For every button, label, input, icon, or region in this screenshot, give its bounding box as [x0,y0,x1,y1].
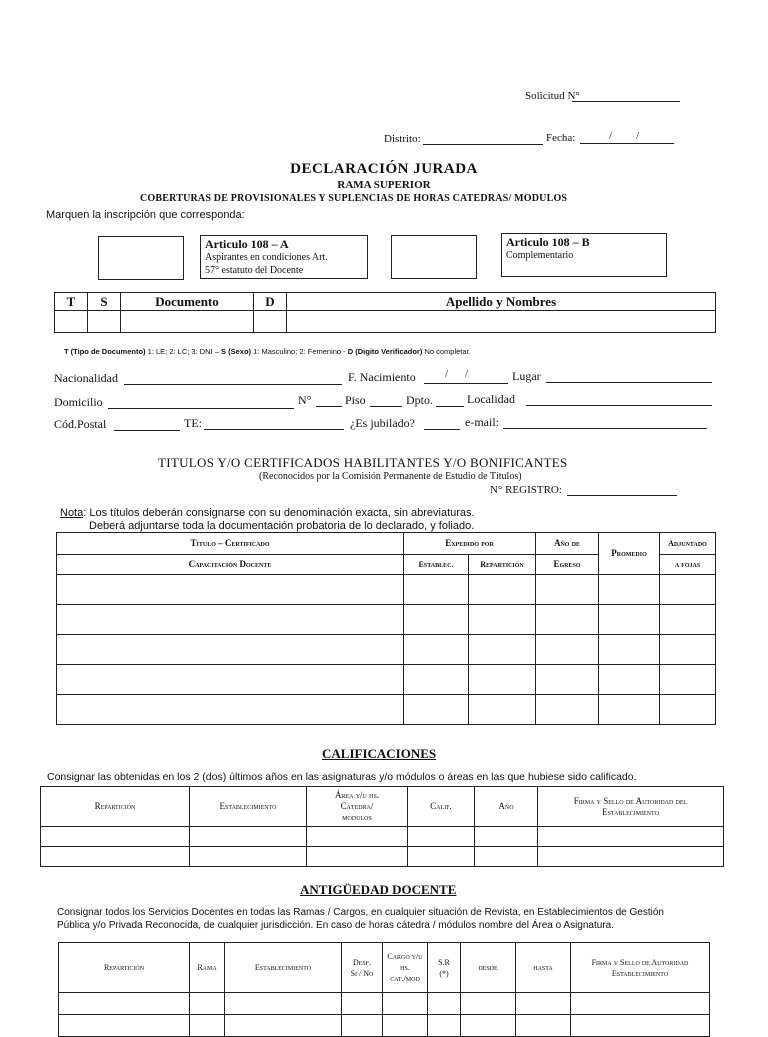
calif-col-area-3: modulos [342,812,372,822]
cell[interactable] [383,1015,428,1037]
domicilio-field[interactable] [108,408,294,409]
te-label: TE: [184,416,202,430]
distrito-label: Distrito: [384,133,421,145]
cell[interactable] [660,665,716,695]
inscription-prompt: Marquen la inscripción que corresponda: [46,209,245,221]
cell[interactable] [428,1015,461,1037]
ant-col-reparticion: Repartición [59,943,190,993]
ant-col-sr-1: S.R [438,957,450,967]
cell[interactable] [57,605,404,635]
f-nacimiento-sep-1: / [445,368,449,380]
cell[interactable] [307,847,408,867]
lugar-field[interactable] [546,382,712,383]
cell[interactable] [536,695,599,725]
option-b-title: Articulo 108 – B [506,235,590,249]
numero-field[interactable] [316,406,342,407]
id-field-documento[interactable] [121,311,254,333]
col-adjuntado-1: Adjuntado [660,533,716,555]
cod-postal-label: Cód.Postal [54,417,107,431]
cell[interactable] [404,635,469,665]
antiguedad-table [58,942,710,1037]
solicitud-label: Solicitud N° [525,90,580,102]
nota-text-1: : Los títulos deberán consignarse con su denominación exacta, sin abreviaturas. [83,507,475,519]
nota-label: Nota [60,507,84,519]
jubilado-label: ¿Es jubilado? [350,416,415,430]
cell[interactable] [599,575,660,605]
legend-d: D (Digito Verificador) [347,347,423,356]
option-a-checkbox[interactable] [98,236,184,280]
table-row [57,575,716,605]
table-row [41,827,724,847]
table-row [41,847,724,867]
cell[interactable] [404,575,469,605]
jubilado-field[interactable] [424,429,460,430]
calificaciones-intro: Consignar las obtenidas en los 2 (dos) últimos años en las asignaturas y/o módulos o áreas en las que hubiese sido calificado. [47,771,637,783]
cell[interactable] [469,605,536,635]
calif-col-firma [538,787,724,827]
ant-col-desf [342,943,383,993]
dpto-label: Dpto. [406,393,433,407]
lugar-label: Lugar [512,369,541,383]
legend-s: S (Sexo) [221,347,252,356]
ant-col-desf-2: Si / No [350,968,374,978]
cell[interactable] [599,665,660,695]
ant-col-desde: desde [461,943,516,993]
cell[interactable] [475,827,538,847]
titulos-heading: TITULOS Y/O CERTIFICADOS HABILITANTES Y/O BONIFICANTES [158,455,568,470]
table-row [59,993,710,1015]
cell[interactable] [469,695,536,725]
id-col-s: S [88,293,121,311]
cell[interactable] [57,635,404,665]
cell[interactable] [536,665,599,695]
cell[interactable] [599,605,660,635]
legend-d-values: No completar. [424,347,471,356]
option-a-line1: Aspirantes en condiciones Art. [205,252,328,263]
cell[interactable] [190,993,225,1015]
calif-col-area-2: Cátedra/ [340,801,374,811]
localidad-label: Localidad [467,392,515,406]
cell[interactable] [342,1015,383,1037]
option-b-line1: Complementario [506,250,574,261]
cell[interactable] [475,847,538,867]
localidad-field[interactable] [526,405,712,406]
page-subtitle: RAMA SUPERIOR [337,179,431,191]
cell[interactable] [59,1015,190,1037]
fecha-sep-2: / [636,130,640,142]
email-field[interactable] [503,428,707,429]
ant-col-cargo [383,943,428,993]
page-subtitle-2: COBERTURAS DE PROVISIONALES Y SUPLENCIAS DE HORAS CATEDRAS/ MODULOS [140,193,568,204]
option-a-title: Articulo 108 – A [205,237,289,251]
nacionalidad-field[interactable] [124,384,342,385]
cell[interactable] [660,635,716,665]
cell[interactable] [190,847,307,867]
cell[interactable] [57,665,404,695]
cell[interactable] [404,605,469,635]
col-titulo: Título – Certificado [57,533,404,555]
email-label: e-mail: [465,415,499,429]
option-b-checkbox[interactable] [391,235,477,279]
f-nacimiento-sep-2: / [465,368,469,380]
numero-label: N° [298,393,312,407]
col-expedido: Expedido por [404,533,536,555]
titulos-subheading: (Reconocidos por la Comisión Permanente de Estudio de Títulos) [259,471,522,482]
col-capacitacion: Capacitación Docente [57,555,404,575]
ant-col-cargo-1: Cargo y/u [387,952,423,961]
calif-col-area-1: Área y/u hs. [334,790,380,800]
col-promedio: Promedio [599,533,660,575]
table-row [57,665,716,695]
cell[interactable] [408,847,475,867]
distrito-field[interactable] [423,144,543,145]
cell[interactable] [428,993,461,1015]
cell[interactable] [571,993,710,1015]
cell[interactable] [225,993,342,1015]
antiguedad-heading: ANTIGÜEDAD DOCENTE [300,882,457,897]
cell[interactable] [461,993,516,1015]
cell[interactable] [57,695,404,725]
cell[interactable] [307,827,408,847]
solicitud-field[interactable] [572,101,680,102]
ant-col-cargo-3: cat./mod [390,974,420,983]
page-title: DECLARACIÓN JURADA [290,161,478,177]
id-field-t[interactable] [55,311,88,333]
titulos-table [56,532,716,725]
ant-col-cargo-2: hs. [400,963,410,972]
cell[interactable] [190,1015,225,1037]
piso-field[interactable] [370,406,402,407]
table-row [57,635,716,665]
cell[interactable] [404,695,469,725]
te-field[interactable] [204,429,344,430]
legend-t: T (Tipo de Documento) [64,347,146,356]
col-adjuntado-2: a fojas [660,555,716,575]
cell[interactable] [41,827,190,847]
cell[interactable] [469,665,536,695]
antiguedad-intro-2: Pública y/o Privada Reconocida, de cualquier jurisdicción. En caso de horas cátedra / módulos nombre del Área o Asignatura. [57,920,614,931]
ant-col-sr-2: (*) [439,968,449,978]
cell[interactable] [660,695,716,725]
domicilio-label: Domicilio [54,395,103,409]
nota-line-2: Deberá adjuntarse toda la documentación probatoria de lo declarado, y foliado. [89,520,475,532]
id-legend [64,347,471,356]
cell[interactable] [538,827,724,847]
cell[interactable] [41,847,190,867]
cell[interactable] [225,1015,342,1037]
id-col-name: Apellido y Nombres [287,293,716,311]
legend-t-values: 1: LE; 2: LC; 3: DNI – [147,347,219,356]
col-establec: Establec. [404,555,469,575]
cell[interactable] [461,1015,516,1037]
ant-col-establecimiento: Establecimiento [225,943,342,993]
ant-col-firma-2: Establecimiento [611,968,669,978]
cell[interactable] [342,993,383,1015]
cell[interactable] [59,993,190,1015]
calificaciones-heading: CALIFICACIONES [322,746,437,761]
calif-col-establecimiento: Establecimiento [190,787,307,827]
ant-col-firma-1: Firma y Sello de Autoridad [591,957,689,967]
cell[interactable] [516,993,571,1015]
cell[interactable] [404,665,469,695]
cell[interactable] [536,635,599,665]
cell[interactable] [383,993,428,1015]
cell[interactable] [469,635,536,665]
cell[interactable] [408,827,475,847]
cell[interactable] [190,827,307,847]
cell[interactable] [660,575,716,605]
cell[interactable] [536,575,599,605]
id-table [54,292,716,333]
id-field-s[interactable] [88,311,121,333]
registro-field[interactable] [567,495,677,496]
col-anio-2: Egreso [536,555,599,575]
nacionalidad-label: Nacionalidad [54,371,118,385]
ant-col-desf-1: Desf. [352,957,372,967]
id-col-t: T [55,293,88,311]
piso-label: Piso [345,393,366,407]
cell[interactable] [57,575,404,605]
fecha-sep-1: / [609,130,613,142]
calif-col-reparticion: Repartición [41,787,190,827]
calificaciones-table [40,786,724,867]
option-a-box [200,235,368,279]
table-row [57,605,716,635]
calif-col-firma-2: Establecimiento [602,806,659,817]
ant-col-hasta: hasta [516,943,571,993]
f-nacimiento-field[interactable] [424,383,508,384]
table-row [59,1015,710,1037]
antiguedad-intro-1: Consignar todos los Servicios Docentes en todas las Ramas / Cargos, en cualquier situación de Revista, en Establecimientos de Gestión [57,907,664,918]
calif-col-calif: Calif. [408,787,475,827]
calif-col-area [307,787,408,827]
ant-col-firma [571,943,710,993]
cell[interactable] [599,635,660,665]
col-anio-1: Año de [536,533,599,555]
calif-col-firma-1: Firma y Sello de Autoridad del [573,795,688,806]
option-a-line2: 57° estatuto del Docente [205,265,304,276]
id-col-d: D [254,293,287,311]
fecha-field[interactable] [580,143,674,144]
fecha-label: Fecha: [546,132,576,144]
calif-col-anio: Año [475,787,538,827]
dpto-field[interactable] [436,406,464,407]
option-b-box [501,233,667,277]
nota-line-1 [60,507,475,519]
ant-col-sr [428,943,461,993]
f-nacimiento-label: F. Nacimiento [348,370,416,384]
ant-col-rama: Rama [190,943,225,993]
cod-postal-field[interactable] [114,430,180,431]
id-col-documento: Documento [121,293,254,311]
col-reparticion: Repartición [469,555,536,575]
id-field-d[interactable] [254,311,287,333]
cell[interactable] [538,847,724,867]
cell[interactable] [516,1015,571,1037]
cell[interactable] [599,695,660,725]
cell[interactable] [536,605,599,635]
legend-s-values: 1: Masculino; 2: Femenino - [253,347,346,356]
cell[interactable] [571,1015,710,1037]
id-field-name[interactable] [287,311,716,333]
registro-label: N° REGISTRO: [490,484,562,496]
cell[interactable] [660,605,716,635]
table-row [57,695,716,725]
cell[interactable] [469,575,536,605]
